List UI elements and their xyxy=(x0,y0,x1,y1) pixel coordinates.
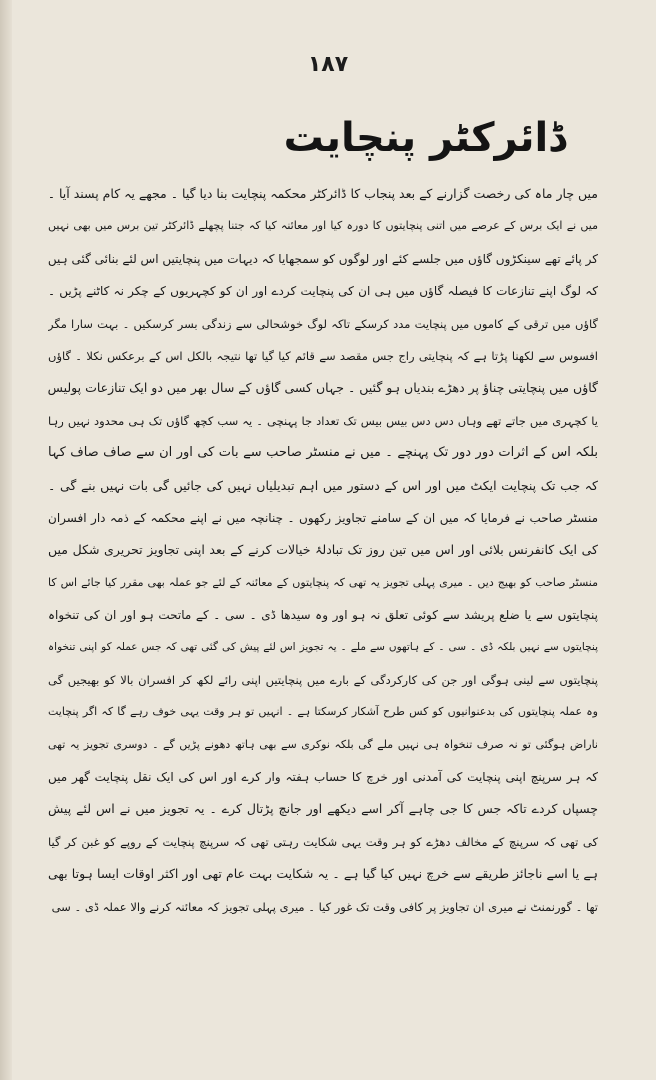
text-line: منسٹر صاحب نے فرمایا کہ میں ان کے سامنے تجاویز رکھوں ۔ چنانچہ میں نے اپنے محکمہ کے ذمہ دار افسران xyxy=(48,510,598,525)
text-line: ناراض ہوگئی تو نہ صرف تنخواہ ہی نہیں ملے گی بلکہ نوکری سے بھی ہاتھ دھونے پڑیں گے ۔ دوسری تجویز یہ تھی xyxy=(48,737,598,751)
text-line: میں نے ایک برس کے عرصے میں اتنی پنچایتوں کا دورہ کیا اور معائنہ کیا کہ جتنا پچھلے ڈائرکٹر تین برس میں بھی نہیں xyxy=(48,219,598,233)
text-line: گاؤں میں پنچایتی چناؤ پر دھڑے بندیاں ہو گئیں ۔ جہاں کسی گاؤں کے سال بھر میں دو ایک تنازعات پولیس xyxy=(48,380,598,396)
text-line: میں چار ماہ کی رخصت گزارنے کے بعد پنجاب کا ڈائرکٹر محکمہ پنچایت بنا دیا گیا ۔ مجھے یہ کام پسند آیا ۔ xyxy=(48,186,598,201)
text-line: گاؤں میں ترقی کے کاموں میں پنچایت مدد کرسکے تاکہ لوگ خوشحالی سے زندگی بسر کرسکیں ۔ بہت سارا مگر xyxy=(48,316,598,331)
text-line: کی تھی کہ سرپنچ کے مخالف دھڑے کو ہر وقت یہی شکایت رہتی تھی کہ سرپنچ پنچایت کے روپے کو غبن کر گیا xyxy=(48,834,598,849)
text-line: کر پائے تھے سینکڑوں گاؤں میں جلسے کئے اور لوگوں کو سمجھایا کہ دیہات میں پنچایتیں اس لئے بنائی گئی ہیں xyxy=(48,251,598,266)
text-line: افسوس سے لکھنا پڑتا ہے کہ پنچایتی راج جس مقصد سے قائم کیا گیا تھا نتیجہ بالکل اس کے برعکس نکلا ۔ گاؤں xyxy=(48,348,598,363)
text-line: چسپاں کردے تاکہ جس کا جی چاہے آکر اسے دیکھے اور جانچ پڑتال کرے ۔ یہ تجویز میں نے اس لئے پیش xyxy=(48,801,598,817)
text-line: کہ لوگ اپنے تنازعات کا فیصلہ گاؤں میں ہی ان کی پنچایت کردے اور ان کو کچہریوں کے چکر نہ کاٹنے پڑیں ۔ xyxy=(48,284,598,299)
text-line: کہ ہر سرپنچ اپنی پنچایت کی آمدنی اور خرچ کا حساب ہفتہ وار کرے اور اس کی ایک نقل پنچایت گھر میں xyxy=(48,770,598,785)
text-line: منسٹر صاحب کو بھیج دیں ۔ میری پہلی تجویز یہ تھی کہ پنچایتوں کے معائنہ کے لئے جو عملہ بھی مقرر کیا جائے اس کا xyxy=(48,575,598,589)
page-number: ۱۸۷ xyxy=(307,52,349,77)
text-line: یا کچہری میں جاتے تھے وہاں دس دس بیس بیس تک تعداد جا پہنچی ۔ یہ سب کچھ گاؤں تک ہی محدود نہیں رہا xyxy=(48,413,598,428)
text-line: بلکہ اس کے اثرات دور دور تک پہنچے ۔ میں نے منسٹر صاحب سے بات کی اور ان سے صاف صاف کہا xyxy=(48,445,598,461)
text-line: کہ جب تک پنچایت ایکٹ میں اور اس کے دستور میں اہم تبدیلیاں نہیں کی جائیں گی بات نہیں بنے گی ۔ xyxy=(48,477,598,493)
text-line: ہے یا اسے ناجائز طریقے سے خرچ نہیں کیا گیا ہے ۔ یہ شکایت بہت عام تھی اور اکثر اوقات ایسا ہوتا بھی xyxy=(48,866,598,882)
body-paragraph xyxy=(48,178,598,923)
text-line: پنچایتوں سے نہیں بلکہ ڈی ۔ سی ۔ کے ہاتھوں سے ملے ۔ یہ تجویز اس لئے پیش کی گئی تھی کہ جس عملہ کو اپنی تنخواہ xyxy=(48,641,598,654)
page-left-edge-shadow xyxy=(0,0,12,1080)
text-line: وہ عملہ پنچایتوں کی بدعنوانیوں کو کس طرح آشکار کرسکتا ہے ۔ انہیں تو ہر وقت یہی خوف رہے گا کہ اگر پنچایت xyxy=(48,705,598,719)
chapter-title: ڈائرکٹر پنچایت xyxy=(283,115,566,161)
text-line: تھا ۔ گورنمنٹ نے میری ان تجاویز پر کافی وقت تک غور کیا ۔ میری پہلی تجویز کہ معائنہ کرنے والا عملہ ڈی ۔ سی xyxy=(51,899,598,914)
text-line: پنچایتوں سے لینی ہوگی اور جن کی کارکردگی کے بارے میں پنچایتیں اپنی رائے لکھ کر افسران بالا کو بھیجیں گی xyxy=(48,672,598,687)
text-line: پنچایتوں سے یا ضلع پریشد سے کوئی تعلق نہ ہو اور وہ سیدھا ڈی ۔ سی ۔ کے ماتحت ہو اور ان کی تنخواہ xyxy=(48,608,598,623)
text-line: کی ایک کانفرنس بلائی اور اس میں تین روز تک تبادلۂ خیالات کرنے کے بعد اپنی تجاویز تحریری شکل میں xyxy=(48,542,598,558)
